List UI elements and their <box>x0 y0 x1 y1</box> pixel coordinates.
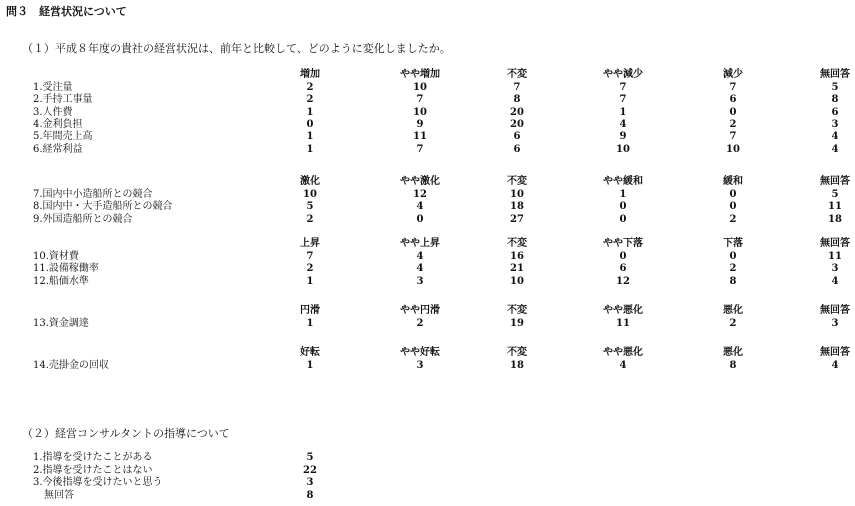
table-cell: 3 <box>831 263 839 275</box>
table-cell: 9 <box>619 131 627 143</box>
table-cell: 1 <box>619 189 627 200</box>
table-cell: 10 <box>510 189 524 200</box>
column-header: 無回答 <box>820 347 850 358</box>
column-header: 下落 <box>723 238 743 249</box>
table-cell: 8 <box>513 94 521 106</box>
list-item-label: 3.今後指導を受けたいと思う <box>33 477 163 488</box>
table-cell: 3 <box>831 318 839 329</box>
table-cell: 10 <box>413 106 427 118</box>
column-header: 不変 <box>507 69 527 80</box>
row-label: 2.手持工事量 <box>33 94 93 106</box>
table-cell: 3 <box>831 118 839 130</box>
table-cell: 7 <box>416 94 424 106</box>
row-label: 10.資材費 <box>33 251 79 262</box>
column-header: やや円滑 <box>400 305 440 316</box>
column-header: やや激化 <box>400 176 440 187</box>
table-cell: 2 <box>306 94 314 106</box>
list-item-value: 8 <box>306 489 314 501</box>
column-header: 無回答 <box>820 69 850 80</box>
table-cell: 3 <box>416 360 424 371</box>
list-item-value: 22 <box>303 464 317 476</box>
column-header: やや悪化 <box>603 305 643 316</box>
table-cell: 27 <box>510 213 524 225</box>
table-cell: 7 <box>513 82 521 93</box>
row-label: 3.人件費 <box>33 106 73 118</box>
table-cell: 16 <box>510 251 524 262</box>
column-header: やや増加 <box>400 69 440 80</box>
column-header: 増加 <box>300 69 320 80</box>
column-header: やや下落 <box>603 238 643 249</box>
list-item-label: 2.指導を受けたことはない <box>33 464 153 476</box>
table-cell: 19 <box>510 318 524 329</box>
table-cell: 3 <box>416 275 424 287</box>
table-cell: 1 <box>306 106 314 118</box>
table-cell: 7 <box>306 251 314 262</box>
table-cell: 4 <box>416 263 424 275</box>
table-cell: 4 <box>831 275 839 287</box>
list-item-value: 3 <box>306 477 314 488</box>
column-header: 円滑 <box>300 305 320 316</box>
table-cell: 2 <box>306 263 314 275</box>
column-header: 不変 <box>507 347 527 358</box>
table-cell: 0 <box>619 213 627 225</box>
table-cell: 1 <box>306 318 314 329</box>
table-cell: 6 <box>729 94 737 106</box>
table-cell: 0 <box>729 251 737 262</box>
table-cell: 4 <box>831 143 839 155</box>
table-cell: 7 <box>729 131 737 143</box>
row-label: 1.受注量 <box>33 82 73 93</box>
section1-heading: （１）平成８年度の貴社の経営状況は、前年と比較して、どのように変化しましたか。 <box>22 42 451 55</box>
table-cell: 4 <box>831 131 839 143</box>
table-cell: 10 <box>616 143 630 155</box>
table-cell: 1 <box>306 143 314 155</box>
table-cell: 4 <box>416 201 424 213</box>
table-cell: 11 <box>413 131 427 143</box>
column-header: 不変 <box>507 238 527 249</box>
column-header: 不変 <box>507 305 527 316</box>
table-cell: 0 <box>729 189 737 200</box>
table-cell: 1 <box>306 275 314 287</box>
table-cell: 20 <box>510 118 524 130</box>
table-cell: 7 <box>619 82 627 93</box>
row-label: 7.国内中小造船所との競合 <box>33 189 153 200</box>
list-item-value: 5 <box>306 452 314 463</box>
table-cell: 11 <box>616 318 630 329</box>
table-cell: 18 <box>828 213 842 225</box>
table-cell: 12 <box>413 189 427 200</box>
column-header: 不変 <box>507 176 527 187</box>
table-cell: 4 <box>831 360 839 371</box>
row-label: 12.船価水準 <box>33 275 89 287</box>
table-cell: 8 <box>831 94 839 106</box>
table-cell: 0 <box>729 201 737 213</box>
row-label: 14.売掛金の回収 <box>33 360 109 371</box>
column-header: 上昇 <box>300 238 320 249</box>
page-title: 問３ 経営状況について <box>6 5 127 18</box>
table-cell: 7 <box>619 94 627 106</box>
table-cell: 1 <box>306 360 314 371</box>
table-cell: 2 <box>729 118 737 130</box>
table-cell: 2 <box>306 213 314 225</box>
column-header: 激化 <box>300 176 320 187</box>
column-header: 悪化 <box>723 305 743 316</box>
row-label: 8.国内中・大手造船所との競合 <box>33 201 173 213</box>
column-header: 減少 <box>723 69 743 80</box>
table-cell: 5 <box>831 189 839 200</box>
column-header: 無回答 <box>820 305 850 316</box>
table-cell: 6 <box>513 143 521 155</box>
table-cell: 8 <box>729 275 737 287</box>
table-cell: 10 <box>726 143 740 155</box>
row-label: 4.金利負担 <box>33 118 83 130</box>
table-cell: 2 <box>729 263 737 275</box>
table-cell: 0 <box>306 118 314 130</box>
table-cell: 18 <box>510 360 524 371</box>
column-header: 無回答 <box>820 176 850 187</box>
table-cell: 12 <box>616 275 630 287</box>
table-cell: 9 <box>416 118 424 130</box>
section2-heading: （２）経営コンサルタントの指導について <box>22 427 230 440</box>
column-header: 緩和 <box>723 176 743 187</box>
table-cell: 4 <box>619 360 627 371</box>
table-cell: 0 <box>729 106 737 118</box>
table-cell: 11 <box>828 201 842 213</box>
column-header: やや上昇 <box>400 238 440 249</box>
table-cell: 2 <box>729 318 737 329</box>
table-cell: 2 <box>416 318 424 329</box>
column-header: やや好転 <box>400 347 440 358</box>
table-cell: 2 <box>729 213 737 225</box>
table-cell: 0 <box>416 213 424 225</box>
table-cell: 10 <box>303 189 317 200</box>
column-header: 無回答 <box>820 238 850 249</box>
table-cell: 11 <box>828 251 842 262</box>
column-header: やや悪化 <box>603 347 643 358</box>
column-header: やや緩和 <box>603 176 643 187</box>
row-label: 9.外国造船所との競合 <box>33 213 133 225</box>
table-cell: 7 <box>416 143 424 155</box>
table-cell: 6 <box>831 106 839 118</box>
row-label: 13.資金調達 <box>33 318 89 329</box>
table-cell: 1 <box>619 106 627 118</box>
table-cell: 10 <box>510 275 524 287</box>
table-cell: 6 <box>619 263 627 275</box>
table-cell: 5 <box>831 82 839 93</box>
table-cell: 1 <box>306 131 314 143</box>
list-item-label: 無回答 <box>44 489 74 501</box>
table-cell: 7 <box>729 82 737 93</box>
row-label: 6.経常利益 <box>33 143 83 155</box>
column-header: 悪化 <box>723 347 743 358</box>
table-cell: 6 <box>513 131 521 143</box>
table-cell: 8 <box>729 360 737 371</box>
row-label: 11.設備稼働率 <box>33 263 99 275</box>
table-cell: 5 <box>306 201 314 213</box>
table-cell: 4 <box>416 251 424 262</box>
list-item-label: 1.指導を受けたことがある <box>33 452 153 463</box>
table-cell: 0 <box>619 251 627 262</box>
table-cell: 18 <box>510 201 524 213</box>
table-cell: 10 <box>413 82 427 93</box>
column-header: やや減少 <box>603 69 643 80</box>
column-header: 好転 <box>300 347 320 358</box>
table-cell: 0 <box>619 201 627 213</box>
table-cell: 2 <box>306 82 314 93</box>
table-cell: 21 <box>510 263 524 275</box>
table-cell: 20 <box>510 106 524 118</box>
row-label: 5.年間売上高 <box>33 131 93 143</box>
table-cell: 4 <box>619 118 627 130</box>
